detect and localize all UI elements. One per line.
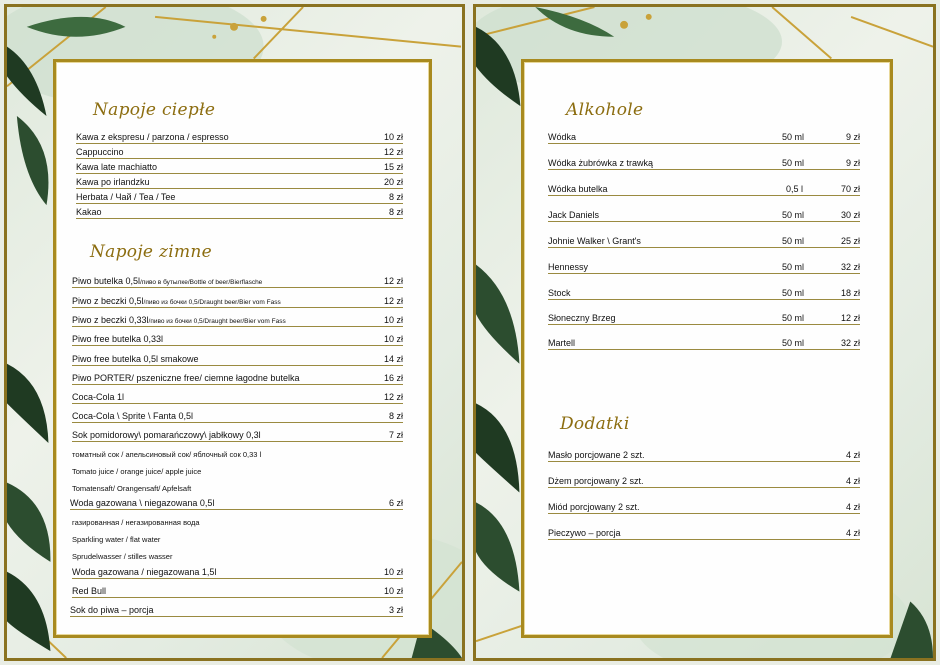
menu-item: Piwo z beczki 0,5l/пиво из бочки 0,5/Draught beer/Bier vom Fass 12 zł: [72, 296, 403, 306]
menu-item: Kawa z ekspresu / parzona / espresso 10 zł: [76, 132, 403, 142]
menu-item-translation: Tomatensaft/ Orangensaft/ Apfelsaft: [72, 484, 192, 493]
menu-item: Sok pomidorowy\ pomarańczowy\ jabłkowy 0,3l 7 zł: [72, 430, 403, 440]
section-title-extras: Dodatki: [560, 414, 630, 434]
menu-item: Kawa po irlandzku 20 zł: [76, 177, 403, 187]
menu-item: Red Bull 10 zł: [72, 586, 403, 596]
menu-item: Kawa late machiatto 15 zł: [76, 162, 403, 172]
menu-item: Herbata / Чай / Tea / Tee 8 zł: [76, 192, 403, 202]
menu-item: Woda gazowana / niegazowana 1,5l 10 zł: [72, 567, 403, 577]
menu-item: Martell 50 ml 32 zł: [548, 338, 860, 348]
menu-item: Dżem porcjowany 2 szt. 4 zł: [548, 476, 860, 486]
menu-item: Hennessy 50 ml 32 zł: [548, 262, 860, 272]
menu-item: Coca-Cola 1l 12 zł: [72, 392, 403, 402]
menu-item: Masło porcjowane 2 szt. 4 zł: [548, 450, 860, 460]
menu-item: Piwo z beczki 0,33l/пиво из бочки 0,5/Draught beer/Bier vom Fass 10 zł: [72, 315, 403, 325]
menu-item-translation: Sparkling water / flat water: [72, 535, 161, 544]
menu-item: Piwo free butelka 0,5l smakowe 14 zł: [72, 354, 403, 364]
menu-item: Jack Daniels 50 ml 30 zł: [548, 210, 860, 220]
right-menu-page: [473, 4, 936, 661]
menu-item: Piwo PORTER/ pszeniczne free/ ciemne łagodne butelka 16 zł: [72, 373, 403, 383]
menu-item: Kakao 8 zł: [76, 207, 403, 217]
section-title-cold-drinks: Napoje zimne: [90, 242, 212, 262]
menu-item: Wódka butelka 0,5 l 70 zł: [548, 184, 860, 194]
menu-item: Słoneczny Brzeg 50 ml 12 zł: [548, 313, 860, 323]
menu-item: Wódka 50 ml 9 zł: [548, 132, 860, 142]
right-menu-card: [521, 59, 893, 638]
menu-item-translation: Sprudelwasser / stilles wasser: [72, 552, 173, 561]
menu-item: Woda gazowana \ niegazowana 0,5l 6 zł: [70, 498, 403, 508]
menu-item: Sok do piwa – porcja 3 zł: [70, 605, 403, 615]
menu-item: Coca-Cola \ Sprite \ Fanta 0,5l 8 zł: [72, 411, 403, 421]
menu-item: Piwo butelka 0,5l/пиво в бутылке/Bottle of beer/Bierflasche 12 zł: [72, 276, 403, 286]
menu-item-translation: томатный сок / апельсиновый сок/ яблочный сок 0,33 l: [72, 450, 262, 459]
menu-item: Piwo free butelka 0,33l 10 zł: [72, 334, 403, 344]
menu-item: Johnie Walker \ Grant's 50 ml 25 zł: [548, 236, 860, 246]
menu-item-translation: Tomato juice / orange juice/ apple juice: [72, 467, 202, 476]
menu-item-translation: газированная / негазированная вода: [72, 518, 200, 527]
section-title-alcohol: Alkohole: [566, 100, 644, 120]
menu-item: Wódka żubrówka z trawką 50 ml 9 zł: [548, 158, 860, 168]
left-menu-card: [53, 59, 432, 638]
section-title-hot-drinks: Napoje ciepłe: [93, 100, 216, 120]
left-menu-page: [4, 4, 465, 661]
menu-item: Miód porcjowany 2 szt. 4 zł: [548, 502, 860, 512]
menu-item: Stock 50 ml 18 zł: [548, 288, 860, 298]
menu-item: Cappuccino 12 zł: [76, 147, 403, 157]
menu-item: Pieczywo – porcja 4 zł: [548, 528, 860, 538]
